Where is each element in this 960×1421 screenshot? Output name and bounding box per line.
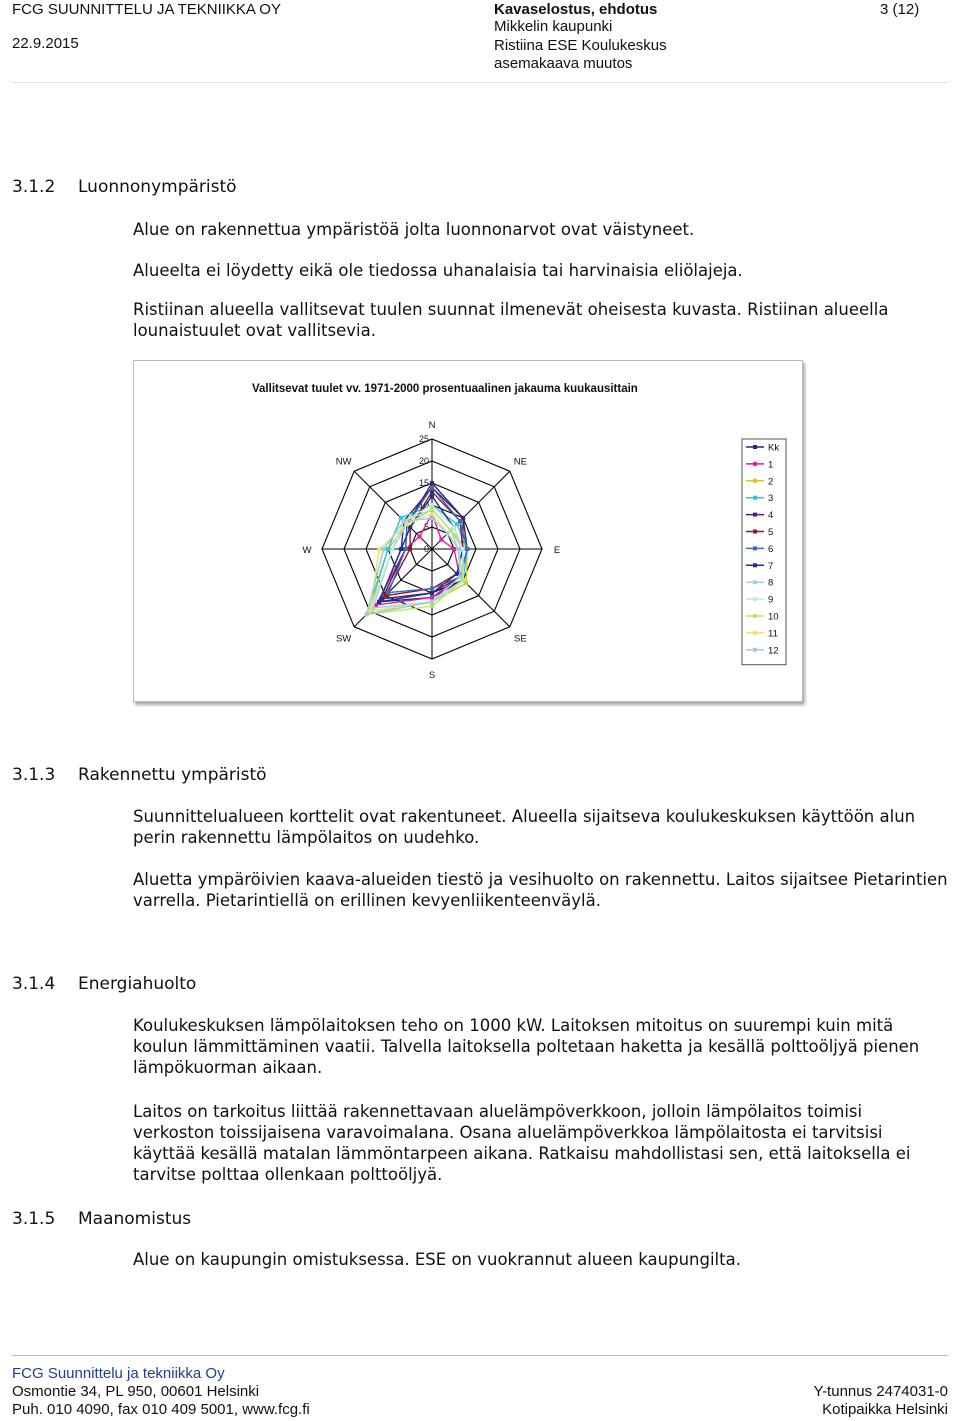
paragraph: Suunnittelualueen korttelit ovat rakentuneet. Alueella sijaitseva koulukeskuksen käyttöön alun perin rakennettu lämpölaitos on uudehko. <box>133 807 916 847</box>
legend-marker-10 <box>753 614 757 618</box>
header-date: 22.9.2015 <box>12 35 79 52</box>
data-point-5-W <box>408 547 412 551</box>
data-point-12-E <box>456 547 460 551</box>
radial-tick-label: 25 <box>418 434 429 444</box>
legend-marker-1 <box>753 462 757 466</box>
legend-box <box>742 439 786 665</box>
legend-label-11: 11 <box>768 628 778 640</box>
data-point-6-S <box>430 587 434 591</box>
legend-label-4: 4 <box>768 510 774 522</box>
data-point-6-NE <box>458 519 462 523</box>
data-point-12-S <box>430 600 434 604</box>
section-number: 3.1.4 <box>12 974 56 994</box>
legend-marker-9 <box>753 597 757 601</box>
data-point-12-SE <box>458 575 462 579</box>
section-heading-3-1-4 <box>12 973 196 995</box>
radial-tick-label: 5 <box>423 522 429 532</box>
data-point-6-N <box>430 485 434 489</box>
data-point-3-W <box>386 547 390 551</box>
data-point-10-S <box>430 604 434 608</box>
data-point-9-E <box>461 547 465 551</box>
data-point-6-SW <box>386 591 390 595</box>
header-divider <box>12 82 948 83</box>
chart-legend <box>742 439 786 665</box>
header-project: Ristiina ESE Koulukeskus <box>494 37 667 54</box>
data-point-10-N <box>430 507 434 511</box>
legend-marker-3 <box>753 496 757 500</box>
direction-label-E: E <box>553 545 561 556</box>
direction-label-NW: NW <box>335 456 352 468</box>
header-page-number: 3 (12) <box>880 1 920 18</box>
legend-marker-5 <box>753 530 757 534</box>
direction-label-N: N <box>428 420 436 431</box>
footer-company: FCG Suunnittelu ja tekniikka Oy <box>12 1365 225 1382</box>
legend-label-2: 2 <box>768 476 774 488</box>
section-title: Maanomistus <box>78 1209 192 1229</box>
legend-label-5: 5 <box>768 527 774 538</box>
legend-marker-12 <box>753 648 757 652</box>
wind-rose-chart <box>134 361 802 701</box>
data-point-6-W <box>404 547 408 551</box>
header-plan-type: asemakaava muutos <box>494 55 633 72</box>
data-point-7-N <box>430 494 434 498</box>
section-title: Rakennettu ympäristö <box>78 765 267 785</box>
direction-label-SE: SE <box>514 633 527 645</box>
legend-label-10: 10 <box>768 611 779 623</box>
direction-label-NE: NE <box>513 456 527 468</box>
section-title: Luonnonympäristö <box>78 177 237 197</box>
data-point-1-E <box>452 547 456 551</box>
section-heading-3-1-3 <box>12 764 267 786</box>
legend-marker-2 <box>753 479 757 483</box>
section-heading-3-1-5 <box>12 1208 191 1230</box>
paragraph: Alue on rakennettua ympäristöä jolta luonnonarvot ovat väistyneet. <box>133 220 695 239</box>
legend-label-6: 6 <box>768 543 774 555</box>
data-point-12-NE <box>446 531 450 535</box>
legend-marker-4 <box>753 513 757 517</box>
footer-address: Osmontie 34, PL 950, 00601 Helsinki <box>12 1383 260 1400</box>
legend-label-8: 8 <box>768 577 774 589</box>
data-point-9-W <box>390 547 394 551</box>
section-heading-3-1-2 <box>12 176 237 198</box>
paragraph: Alue on kaupungin omistuksessa. ESE on vuokrannut alueen kaupungilta. <box>133 1250 741 1269</box>
header-city: Mikkelin kaupunki <box>494 18 613 35</box>
legend-marker-8 <box>753 580 757 584</box>
paragraph: Aluetta ympäröivien kaava-alueiden tiestö ja vesihuolto on rakennettu. Laitos sijaitsee Pietarintien varrella. Pietarintiellä on erillinen kevyenliikenteenväylä. <box>133 870 948 910</box>
header-company: FCG SUUNNITTELU JA TEKNIIKKA OY <box>12 1 281 18</box>
section-number: 3.1.2 <box>12 177 56 197</box>
radial-tick-label: 10 <box>418 500 429 510</box>
data-point-1-S <box>430 595 434 599</box>
data-point-7-S <box>430 591 434 595</box>
footer-contact: Puh. 010 4090, fax 010 409 5001, www.fcg.fi <box>12 1401 310 1418</box>
paragraph: Ristiinan alueella vallitsevat tuulen suunnat ilmenevät oheisesta kuvasta. Ristiinan alueella lounaistuulet ovat vallitsevia. <box>133 300 889 340</box>
data-point-12-NW <box>402 519 406 523</box>
section-title: Energiahuolto <box>78 974 197 994</box>
footer-divider <box>12 1355 948 1356</box>
wind-rose-figure <box>133 360 803 702</box>
data-point-12-W <box>382 547 386 551</box>
header-doc-title: Kavaselostus, ehdotus <box>494 1 658 18</box>
data-point-4-N <box>430 481 434 485</box>
data-point-9-N <box>430 503 434 507</box>
paragraph: Laitos on tarkoitus liittää rakennettavaan aluelämpöverkkoon, jolloin lämpölaitos toimisi verkoston toissijaisena varavoimalana. Osana aluelämpöverkkoa lämpölaitosta ei tarvitsisi käyttää kesällä matalan lämmöntarpeen aikana. Ratkaisu mahdollistasi sen, että laitoksella ei tarvitse polttaa ollenkaan polttoöljyä. <box>133 1102 911 1184</box>
radar-grid <box>303 420 561 681</box>
legend-label-12: 12 <box>768 645 779 657</box>
radial-tick-label: 15 <box>418 478 429 488</box>
data-point-1-NE <box>439 538 443 542</box>
paragraph: Alueelta ei löydetty eikä ole tiedossa uhanalaisia tai harvinaisia eliölajeja. <box>133 261 743 280</box>
data-point-1-NW <box>418 535 422 539</box>
section-number: 3.1.3 <box>12 765 56 785</box>
paragraph: Koulukeskuksen lämpölaitoksen teho on 1000 kW. Laitoksen mitoitus on suurempi kuin mitä koulun lämmittäminen vaatii. Talvella laitoksella poltetaan haketta ja kesällä polttoöljyä pienen lämpökuorman aikaan. <box>133 1016 920 1077</box>
footer-business-id: Y-tunnus 2474031-0 <box>813 1383 948 1400</box>
data-point-11-N <box>430 512 434 516</box>
legend-label-3: 3 <box>768 493 774 505</box>
data-point-7-SW <box>377 600 381 604</box>
direction-label-S: S <box>428 670 436 681</box>
legend-marker-7 <box>753 563 757 567</box>
legend-label-1: 1 <box>768 459 774 471</box>
direction-label-SW: SW <box>335 633 352 645</box>
legend-label-Kk: Kk <box>768 442 780 454</box>
radial-tick-label: 20 <box>418 456 429 466</box>
legend-marker-Kk <box>753 445 757 449</box>
data-point-11-W <box>377 547 381 551</box>
direction-label-W: W <box>302 545 312 556</box>
data-point-6-E <box>465 547 469 551</box>
data-point-7-W <box>399 547 403 551</box>
footer-domicile: Kotipaikka Helsinki <box>822 1401 948 1418</box>
legend-label-7: 7 <box>768 560 774 572</box>
chart-title: Vallitsevat tuulet vv. 1971-2000 prosentuaalinen jakauma kuukausittain <box>252 383 638 395</box>
data-point-12-SW <box>365 612 369 616</box>
legend-marker-6 <box>753 546 757 550</box>
legend-marker-11 <box>753 631 757 635</box>
radial-tick-label: 0 <box>423 544 429 554</box>
data-point-12-N <box>430 516 434 520</box>
section-number: 3.1.5 <box>12 1209 56 1229</box>
legend-label-9: 9 <box>768 594 774 606</box>
